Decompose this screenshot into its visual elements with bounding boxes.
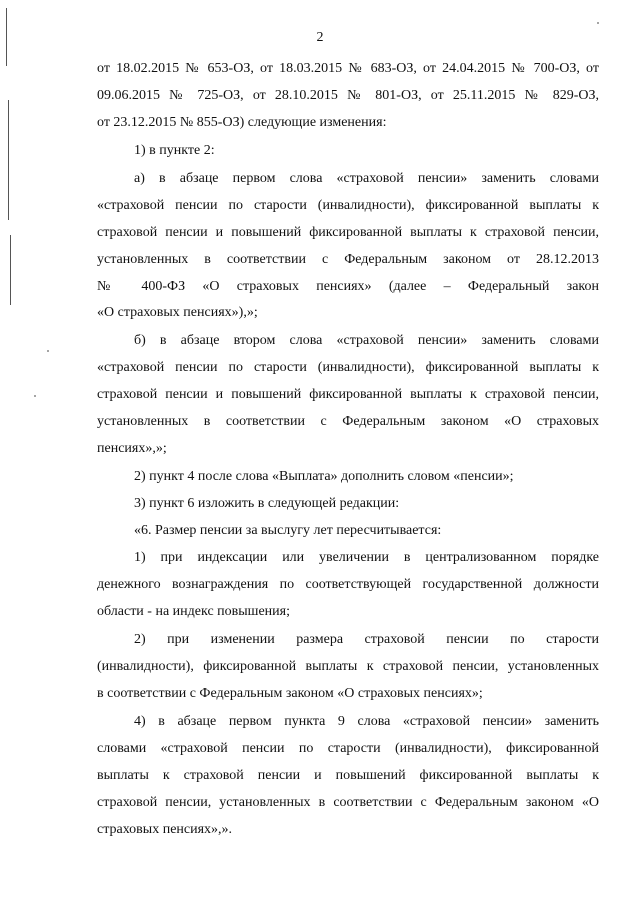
text-line: пенсиях»,»; <box>97 441 167 456</box>
scan-margin-mark <box>10 235 11 305</box>
text-line: страховых пенсиях»,». <box>97 822 233 837</box>
text-line: от 18.02.2015 № 653-ОЗ, от 18.03.2015 № 683-ОЗ, от 24.04.2015 № 700-ОЗ, от <box>97 61 599 76</box>
text-line: «страховой пенсии по старости (инвалидности), фиксированной выплаты к <box>97 198 599 213</box>
text-line: 2) пункт 4 после слова «Выплата» дополнить словом «пенсии»; <box>134 469 514 484</box>
text-line: б) в абзаце втором слова «страховой пенсии» заменить словами <box>134 333 599 348</box>
text-line: «О страховых пенсиях»),»; <box>97 305 258 320</box>
text-line: установленных в соответствии с Федеральным законом от 28.12.2013 <box>97 252 599 267</box>
page-number: 2 <box>316 30 324 45</box>
scan-margin-mark <box>8 100 9 220</box>
text-line: (инвалидности), фиксированной выплаты к страховой пенсии, установленных <box>97 659 599 674</box>
text-line: 1) при индексации или увеличении в централизованном порядке <box>134 550 599 565</box>
scan-speck <box>34 395 36 397</box>
scan-speck <box>47 350 49 352</box>
text-line: в соответствии с Федеральным законом «О страховых пенсиях»; <box>97 686 483 701</box>
text-line: 09.06.2015 № 725-ОЗ, от 28.10.2015 № 801-ОЗ, от 25.11.2015 № 829-ОЗ, <box>97 88 599 103</box>
text-line: от 23.12.2015 № 855-ОЗ) следующие изменения: <box>97 115 387 130</box>
text-line: страховой пенсии, установленных в соответствии с Федеральным законом «О <box>97 795 599 810</box>
text-line: 3) пункт 6 изложить в следующей редакции: <box>134 496 400 511</box>
text-line: словами «страховой пенсии по старости (инвалидности), фиксированной <box>97 741 599 756</box>
text-line: области - на индекс повышения; <box>97 604 290 619</box>
text-line: страховой пенсии и повышений фиксированной выплаты к страховой пенсии, <box>97 387 599 402</box>
text-line: № 400-ФЗ «О страховых пенсиях» (далее – Федеральный закон <box>97 279 599 294</box>
text-line: установленных в соответствии с Федеральным законом «О страховых <box>97 414 599 429</box>
text-line: 1) в пункте 2: <box>134 143 215 158</box>
text-line: «6. Размер пенсии за выслугу лет пересчитывается: <box>134 523 442 538</box>
text-line: денежного вознаграждения по соответствующей государственной должности <box>97 577 599 592</box>
text-line: выплаты к страховой пенсии и повышений фиксированной выплаты к <box>97 768 599 783</box>
text-line: а) в абзаце первом слова «страховой пенсии» заменить словами <box>134 171 599 186</box>
text-line: страховой пенсии и повышений фиксированной выплаты к страховой пенсии, <box>97 225 599 240</box>
text-line: 4) в абзаце первом пункта 9 слова «страховой пенсии» заменить <box>134 714 599 729</box>
text-line: «страховой пенсии по старости (инвалидности), фиксированной выплаты к <box>97 360 599 375</box>
scan-speck <box>597 22 599 24</box>
text-line: 2) при изменении размера страховой пенсии по старости <box>134 632 599 647</box>
